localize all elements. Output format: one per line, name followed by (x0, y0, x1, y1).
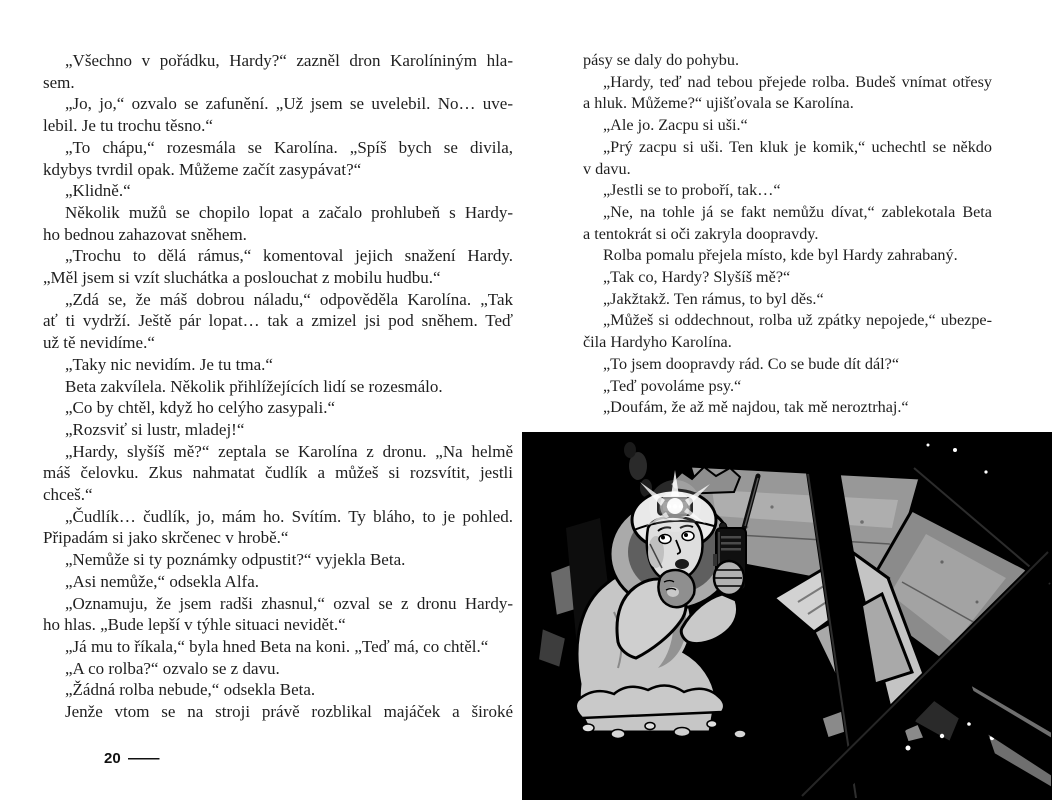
text-line: „Jestli se to proboří, tak…“ (603, 181, 781, 200)
text-line: v davu. (583, 159, 631, 178)
text-line: „Teď povoláme psy.“ (603, 376, 742, 395)
text-line: Rolba pomalu přejela místo, kde byl Hardy zahrabaný. (603, 246, 958, 265)
text-line: ať ti vydrží. Ještě pár lopat… tak a zmizel jsi pod sněhem. Teď (43, 311, 513, 331)
illustration-panel (522, 432, 1052, 800)
text-line: „Čudlík… čudlík, jo, mám ho. Svítím. Ty bláho, to je pohled. (65, 506, 513, 526)
text-line: „Taky nic nevidím. Je tu tma.“ (65, 354, 273, 374)
text-line: „Zdá se, že máš dobrou náladu,“ odpověděla Karolína. „Tak (65, 289, 513, 309)
text-line: „Ne, na tohle já se fakt nemůžu dívat,“ zablekotala Beta (603, 202, 992, 221)
text-line: Připadám si jako skrčenec v hrobě.“ (43, 528, 289, 548)
text-line: „A co rolba?“ ozvalo se z davu. (65, 658, 280, 678)
text-line: čila Hardyho Karolína. (583, 333, 732, 352)
buried-man-illustration (522, 432, 1052, 800)
text-line: „Hardy, teď nad tebou přejede rolba. Budeš vnímat otřesy (603, 72, 992, 91)
text-line: chceš.“ (43, 485, 93, 505)
text-line: a tentokrát si oči zakryla doopravdy. (583, 224, 819, 243)
text-line: „Měl jsem si vzít sluchátka a poslouchat z mobilu hudbu.“ (43, 268, 441, 288)
text-line: ho bednou zahazovat sněhem. (43, 224, 247, 244)
text-line: „Klidně.“ (65, 181, 131, 201)
text-line: Několik mužů se chopilo lopat a začalo prohlubeň s Hardy- (65, 202, 513, 222)
text-line: „Jo, jo,“ ozvalo se zafunění. „Už jsem se uvelebil. No… uve- (65, 94, 513, 114)
left-page-text (43, 50, 513, 723)
text-line: sem. (43, 72, 75, 92)
page-number-rule: — (127, 750, 160, 767)
text-line: kdybys tvrdil opak. Můžeme začít zasypávat?“ (43, 159, 362, 179)
page-number: 20 (104, 750, 121, 767)
text-line: pásy se daly do pohybu. (583, 51, 740, 69)
text-line: „To jsem doopravdy rád. Co se bude dít dál?“ (603, 354, 900, 373)
page-footer (104, 750, 160, 767)
text-line: „Oznamuju, že jsem radši zhasnul,“ ozval se z dronu Hardy- (65, 593, 513, 613)
text-line: „Tak co, Hardy? Slyšíš mě?“ (603, 268, 791, 287)
text-line: „Ale jo. Zacpu si uši.“ (603, 116, 748, 135)
text-line: „Hardy, slyšíš mě?“ zeptala se Karolína z dronu. „Na helmě (65, 441, 513, 461)
text-line: a hluk. Můžeme?“ ujišťovala se Karolína. (583, 94, 854, 113)
text-line: Jenže vtom se na stroji právě rozblikal majáček a široké (65, 702, 513, 722)
text-line: „Prý zacpu si uši. Ten kluk je komik,“ uchechtl se někdo (603, 137, 992, 156)
text-line: už tě nevidíme.“ (43, 333, 155, 353)
text-line: „Rozsviť si lustr, mladej!“ (65, 419, 245, 439)
text-line: „Všechno v pořádku, Hardy?“ zazněl dron Karolíniným hla- (65, 51, 513, 70)
text-line: „Trochu to dělá rámus,“ komentoval jejich snažení Hardy. (65, 246, 513, 266)
text-line: „Co by chtěl, když ho celýho zasypali.“ (65, 398, 336, 418)
text-line: „Můžeš si oddechnout, rolba už zpátky nepojede,“ ubezpe- (603, 311, 992, 330)
text-line: „Nemůže si ty poznámky odpustit?“ vyjekla Beta. (65, 550, 406, 570)
text-line: „Žádná rolba nebude,“ odsekla Beta. (65, 680, 316, 700)
text-line: lebil. Je tu trochu těsno.“ (43, 116, 213, 136)
text-line: Beta zakvílela. Několik přihlížejících lidí se rozesmálo. (65, 376, 443, 396)
text-line: „Já mu to říkala,“ byla hned Beta na koni. „Teď má, co chtěl.“ (65, 636, 489, 656)
right-page-text (583, 50, 992, 419)
text-line: ho hlas. „Bude lepší v týhle situaci nevidět.“ (43, 615, 346, 635)
text-line: máš čelovku. Zkus nahmatat čudlík a můžeš si rozsvítit, jestli (43, 463, 513, 483)
text-line: „Doufám, že až mě najdou, tak mě neroztrhaj.“ (603, 398, 909, 417)
text-line: „To chápu,“ rozesmála se Karolína. „Spíš bych se divila, (65, 137, 513, 157)
text-line: „Jakžtakž. Ten rámus, to byl děs.“ (603, 289, 824, 308)
text-line: „Asi nemůže,“ odsekla Alfa. (65, 571, 260, 591)
